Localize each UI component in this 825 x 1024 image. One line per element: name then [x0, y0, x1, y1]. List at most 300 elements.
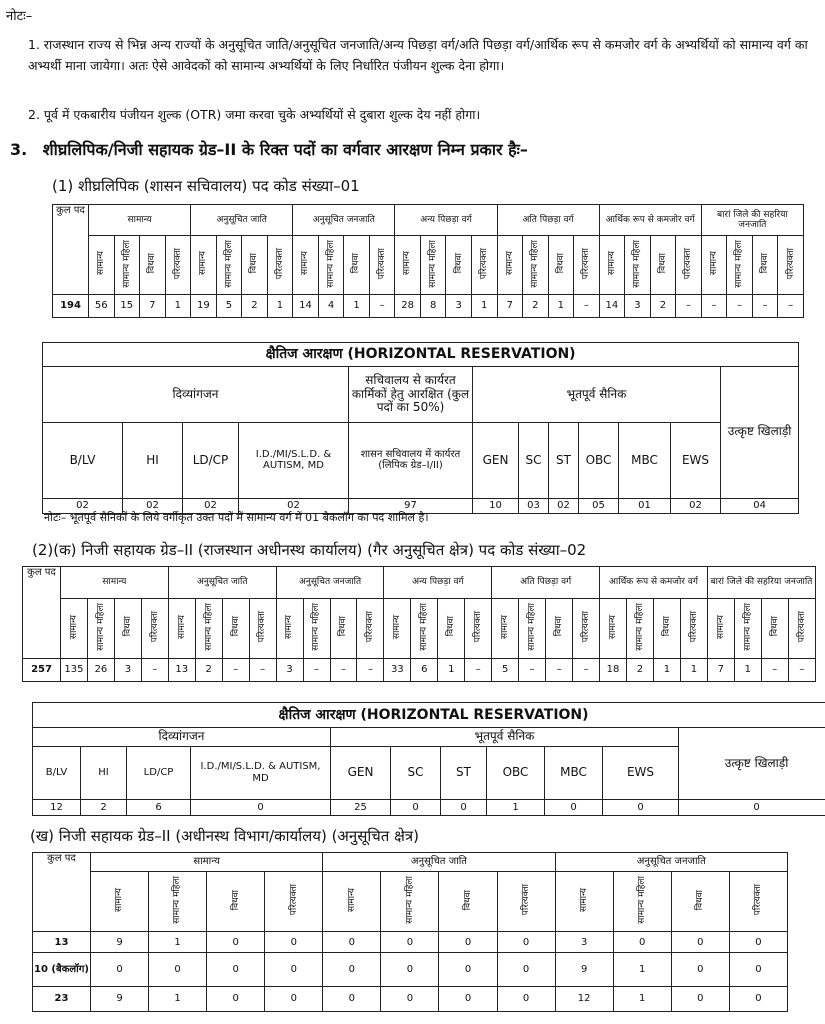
part1-subcat-2-0: [293, 236, 319, 295]
divyang-header-2: दिव्यांगजन: [33, 728, 331, 746]
part2b-value-cell: 1: [613, 986, 671, 1011]
part2a-subcat-label: सामान्य महिला: [634, 602, 645, 651]
part2a-subcat-6-1: [734, 598, 761, 658]
part1-category-table: [52, 204, 804, 318]
part2a-subcat-label: सामान्य: [284, 614, 295, 639]
part2a-subcat-5-2: [653, 598, 680, 658]
part2b-value-cell: 12: [555, 986, 613, 1011]
part2a-category-5: आर्थिक रूप से कमजोर वर्ग: [600, 567, 708, 599]
part1-subcat-3-3: [471, 236, 497, 295]
part2a-subcat-1-1: [195, 598, 222, 658]
part2a-subcat-1-0: [168, 598, 195, 658]
part2b-category-0: सामान्य: [91, 853, 323, 872]
part1-subcat-4-3: [574, 236, 600, 295]
part2a-subcat-label: विधवा: [338, 616, 349, 637]
part1-value-cell: –: [676, 294, 702, 317]
divyang2-col-blv: B/LV: [33, 746, 81, 799]
part2a-subcat-5-3: [680, 598, 707, 658]
part1-value-cell: –: [701, 294, 727, 317]
part2a-subcat-label: परित्यक्ता: [796, 610, 807, 643]
part2a-value-cell: 1: [680, 658, 707, 681]
ex-servicemen-header: भूतपूर्व सैनिक: [473, 366, 721, 422]
part2a-value-cell: –: [519, 658, 546, 681]
part2b-subcat-0-3: [265, 871, 323, 932]
part2a-category-6: बारां जिले की सहरिया जनजाति: [707, 567, 815, 599]
part1-value-cell: 7: [497, 294, 523, 317]
part2a-subcat-label: परित्यक्ता: [365, 610, 376, 643]
part1-value-cell: 1: [267, 294, 293, 317]
part1-subcat-label: परित्यक्ता: [172, 247, 183, 280]
part2a-subcat-label: विधवा: [446, 616, 457, 637]
part2b-value-cell: 0: [613, 932, 671, 953]
part2a-value-cell: 3: [276, 658, 303, 681]
part1-value-cell: 8: [420, 294, 446, 317]
part2b-subcat-label: विधवा: [695, 889, 706, 911]
part2a-subcat-label: सामान्य महिला: [95, 602, 106, 651]
part1-subcat-label: सामान्य महिला: [121, 239, 132, 288]
part2a-category-table: [22, 566, 816, 682]
part2b-value-cell: 1: [149, 932, 207, 953]
part2b-value-cell: 0: [381, 932, 439, 953]
part2b-value-cell: 0: [729, 953, 787, 986]
part2b-category-table: [32, 852, 788, 1012]
part2b-value-cell: 0: [149, 953, 207, 986]
hz2-obc-value: 1: [487, 799, 545, 815]
part2b-value-cell: 0: [381, 953, 439, 986]
part2a-subcat-label: सामान्य महिला: [311, 602, 322, 651]
part1-subcat-label: सामान्य: [504, 251, 515, 276]
part1-total-value: 194: [53, 294, 89, 317]
part1-category-2: अनुसूचित जनजाति: [293, 205, 395, 236]
part1-subcat-label: विधवा: [453, 253, 464, 274]
part2b-value-cell: 1: [613, 953, 671, 986]
part2b-subcat-1-2: [439, 871, 497, 932]
part2a-value-cell: 13: [168, 658, 195, 681]
part1-subcat-label: सामान्य: [300, 251, 311, 276]
hz1-mbc-value: 01: [619, 498, 671, 513]
part1-value-cell: 14: [599, 294, 625, 317]
part1-value-cell: 1: [471, 294, 497, 317]
part2a-subcat-1-2: [222, 598, 249, 658]
part2a-subcat-2-2: [330, 598, 357, 658]
part2a-category-0: सामान्य: [61, 567, 169, 599]
part1-category-6: बारां जिले की सहरिया जनजाति: [701, 205, 803, 236]
part1-subcat-label: परित्यक्ता: [479, 247, 490, 280]
part2a-subcat-label: परित्यक्ता: [580, 610, 591, 643]
part2b-value-cell: 0: [729, 932, 787, 953]
part1-subcat-label: सामान्य: [96, 251, 107, 276]
part1-value-cell: 3: [625, 294, 651, 317]
part2a-value-cell: –: [465, 658, 492, 681]
hz2-id-value: 0: [191, 799, 331, 815]
part2a-subcat-label: सामान्य: [68, 614, 79, 639]
note-2-number: 2.: [28, 107, 40, 122]
part2b-value-cell: 0: [323, 953, 381, 986]
hz2-mbc-value: 0: [545, 799, 603, 815]
horizontal-reservation-title-2: क्षैतिज आरक्षण (HORIZONTAL RESERVATION): [33, 703, 825, 728]
divyang2-col-ldcp: LD/CP: [127, 746, 191, 799]
part1-value-cell: 5: [216, 294, 242, 317]
part2a-subcat-label: परित्यक्ता: [473, 610, 484, 643]
part2a-value-cell: 5: [492, 658, 519, 681]
part2b-subcat-1-1: [381, 871, 439, 932]
part1-value-cell: 1: [548, 294, 574, 317]
part2b-value-cell: 0: [323, 986, 381, 1011]
ex2-col-ews: EWS: [603, 746, 679, 799]
part2b-value-cell: 0: [671, 986, 729, 1011]
note-heading: नोटः–: [6, 9, 33, 24]
ex-col-gen: GEN: [473, 423, 519, 499]
note-1-number: 1.: [28, 37, 40, 52]
part2b-value-cell: 0: [207, 932, 265, 953]
part2b-subcat-label: सामान्य: [114, 887, 125, 912]
sportsperson-header: उत्कृष्ट खिलाड़ी: [721, 366, 799, 498]
part2a-value-cell: 2: [195, 658, 222, 681]
part1-value-cell: 28: [395, 294, 421, 317]
part2a-value-cell: –: [222, 658, 249, 681]
part1-value-cell: 19: [191, 294, 217, 317]
part2a-value-cell: –: [357, 658, 384, 681]
part1-value-cell: –: [574, 294, 600, 317]
divyang-col-id: I.D./MI/S.L.D. & AUTISM, MD: [239, 423, 349, 499]
part2a-subcat-3-2: [438, 598, 465, 658]
part1-value-cell: 3: [446, 294, 472, 317]
hz1-secretariat-value: 97: [349, 498, 473, 513]
part2b-value-cell: 0: [381, 986, 439, 1011]
part1-subcat-label: विधवा: [555, 253, 566, 274]
divyang-col-ldcp: LD/CP: [183, 423, 239, 499]
part1-subcat-label: सामान्य महिला: [530, 239, 541, 288]
part1-category-5: आर्थिक रूप से कमजोर वर्ग: [599, 205, 701, 236]
part2a-subcat-label: सामान्य: [607, 614, 618, 639]
section-3-heading: [10, 138, 528, 160]
part1-subcat-0-1: [114, 236, 140, 295]
part2a-subcat-label: विधवा: [553, 616, 564, 637]
part1-category-1: अनुसूचित जाति: [191, 205, 293, 236]
hz2-st-value: 0: [441, 799, 487, 815]
part1-subcat-2-2: [344, 236, 370, 295]
part1-subcat-label: सामान्य: [402, 251, 413, 276]
part2b-subcat-0-0: [91, 871, 149, 932]
part2b-value-cell: 0: [671, 953, 729, 986]
part1-subcat-0-2: [140, 236, 166, 295]
hz1-sports-value: 04: [721, 498, 799, 513]
part1-value-cell: 7: [140, 294, 166, 317]
part1-subcat-0-3: [165, 236, 191, 295]
sportsperson-header-2: उत्कृष्ट खिलाड़ी: [679, 728, 825, 799]
part2a-subcat-3-1: [411, 598, 438, 658]
part2a-subcat-label: विधवा: [769, 616, 780, 637]
divyang2-col-id: I.D./MI/S.L.D. & AUTISM, MD: [191, 746, 331, 799]
hz1-ldcp-value: 02: [183, 498, 239, 513]
part1-subcat-label: सामान्य महिला: [632, 239, 643, 288]
hz2-sports-value: 0: [679, 799, 825, 815]
part1-subcat-5-3: [676, 236, 702, 295]
secretariat-sub-header: शासन सचिवालय में कार्यरत (लिपिक ग्रेड–I/II): [349, 423, 473, 499]
part2b-value-cell: 0: [497, 986, 555, 1011]
part2b-value-cell: 0: [265, 953, 323, 986]
ex2-col-obc: OBC: [487, 746, 545, 799]
part2a-category-3: अन्य पिछड़ा वर्ग: [384, 567, 492, 599]
part1-subcat-label: परित्यक्ता: [581, 247, 592, 280]
part1-subcat-3-1: [420, 236, 446, 295]
ex2-col-mbc: MBC: [545, 746, 603, 799]
part2a-subcat-4-1: [519, 598, 546, 658]
part1-subcat-label: सामान्य: [708, 251, 719, 276]
part2a-value-cell: –: [761, 658, 788, 681]
part2b-value-cell: 0: [207, 986, 265, 1011]
part1-subcat-1-2: [242, 236, 268, 295]
hz1-blv-value: 02: [43, 498, 123, 513]
ex-col-st: ST: [549, 423, 579, 499]
part1-subcat-1-1: [216, 236, 242, 295]
part2b-value-cell: 0: [497, 932, 555, 953]
part1-subcat-label: विधवा: [759, 253, 770, 274]
hz2-blv-value: 12: [33, 799, 81, 815]
part1-category-4: अति पिछड़ा वर्ग: [497, 205, 599, 236]
part2a-category-1: अनुसूचित जाति: [168, 567, 276, 599]
part2a-total-label: कुल पद: [23, 567, 61, 659]
part2b-value-cell: 0: [439, 953, 497, 986]
part1-category-3: अन्य पिछड़ा वर्ग: [395, 205, 497, 236]
hz1-hi-value: 02: [123, 498, 183, 513]
ex2-col-sc: SC: [391, 746, 441, 799]
hz1-st-value: 02: [549, 498, 579, 513]
part1-value-cell: –: [369, 294, 395, 317]
part2a-subcat-label: सामान्य: [176, 614, 187, 639]
part1-subcat-6-1: [727, 236, 753, 295]
note-2: [28, 104, 818, 125]
part1-subcat-4-1: [523, 236, 549, 295]
part2b-subcat-2-3: [729, 871, 787, 932]
part2a-subcat-6-0: [707, 598, 734, 658]
part2a-subcat-2-3: [357, 598, 384, 658]
part2a-value-cell: –: [573, 658, 600, 681]
part2b-value-cell: 0: [729, 986, 787, 1011]
part2b-total-label: कुल पद: [33, 853, 91, 932]
divyang-col-hi: HI: [123, 423, 183, 499]
part2b-subcat-label: सामान्य महिला: [172, 876, 183, 924]
part2a-value-cell: –: [330, 658, 357, 681]
part1-subcat-3-2: [446, 236, 472, 295]
part1-category-0: सामान्य: [89, 205, 191, 236]
part2a-subcat-0-2: [114, 598, 141, 658]
note-1: [28, 34, 818, 76]
part2b-value-cell: 0: [671, 932, 729, 953]
part2a-total-value: 257: [23, 658, 61, 681]
part2b-row: [33, 953, 788, 986]
part2b-value-cell: 0: [91, 953, 149, 986]
part2b-subcat-label: परित्यक्ता: [288, 884, 299, 916]
part1-value-cell: 15: [114, 294, 140, 317]
part1-subcat-0-0: [89, 236, 115, 295]
ex-col-mbc: MBC: [619, 423, 671, 499]
part2a-subcat-label: सामान्य महिला: [742, 602, 753, 651]
part1-value-cell: 4: [318, 294, 344, 317]
hz2-sc-value: 0: [391, 799, 441, 815]
part2a-subcat-label: सामान्य महिला: [203, 602, 214, 651]
part2b-subcat-2-0: [555, 871, 613, 932]
part2a-value-cell: 33: [384, 658, 411, 681]
ex-col-sc: SC: [519, 423, 549, 499]
ex-servicemen-header-2: भूतपूर्व सैनिक: [331, 728, 679, 746]
part1-subcat-label: सामान्य: [606, 251, 617, 276]
part2a-value-cell: 1: [734, 658, 761, 681]
part1-subcat-5-0: [599, 236, 625, 295]
part1-subcat-label: परित्यक्ता: [683, 247, 694, 280]
hz1-gen-value: 10: [473, 498, 519, 513]
part2a-subcat-label: विधवा: [661, 616, 672, 637]
part1-subcat-4-2: [548, 236, 574, 295]
part1-subcat-label: विधवा: [351, 253, 362, 274]
part2b-title: (ख) निजी सहायक ग्रेड–II (अधीनस्थ विभाग/कार्यालय) (अनुसूचित क्षेत्र): [30, 827, 419, 845]
part2a-subcat-label: सामान्य: [392, 614, 403, 639]
part1-subcat-6-0: [701, 236, 727, 295]
part1-subcat-label: सामान्य: [198, 251, 209, 276]
part1-subcat-label: विधवा: [147, 253, 158, 274]
part1-total-label: कुल पद: [53, 205, 89, 295]
part1-value-cell: –: [778, 294, 804, 317]
part1-value-cell: 14: [293, 294, 319, 317]
part2a-value-cell: 7: [707, 658, 734, 681]
part2b-subcat-label: विधवा: [462, 889, 473, 911]
part2b-row-total: 10 (बैकलॉग): [33, 953, 91, 986]
hz1-obc-value: 05: [579, 498, 619, 513]
part2b-value-cell: 1: [149, 986, 207, 1011]
part1-subcat-1-3: [267, 236, 293, 295]
part1-subcat-label: परित्यक्ता: [376, 247, 387, 280]
note-1-text: राजस्थान राज्य से भिन्न अन्य राज्यों के अनुसूचित जाति/अनुसूचित जनजाति/अन्य पिछड़ा वर्ग/अति पिछड़ा वर्ग/आर्थिक रूप से कमजोर वर्ग के अभ्यर्थियों को सामान्य वर्ग का अभ्यर्थी माना जायेगा। अतः ऐसे आवेदकों को सामान्य अभ्यर्थियों के लिए निर्धारित पंजीयन शुल्क देना होगा।: [28, 37, 808, 73]
part2b-value-cell: 0: [439, 932, 497, 953]
ex2-col-st: ST: [441, 746, 487, 799]
part2b-subcat-2-2: [671, 871, 729, 932]
part2b-subcat-2-1: [613, 871, 671, 932]
hz1-ews-value: 02: [671, 498, 721, 513]
part2a-horizontal-table: [32, 702, 825, 816]
hz2-ews-value: 0: [603, 799, 679, 815]
part2a-value-cell: –: [546, 658, 573, 681]
part1-subcat-5-2: [650, 236, 676, 295]
part1-subcat-4-0: [497, 236, 523, 295]
part2a-subcat-4-3: [573, 598, 600, 658]
horizontal-reservation-title: क्षैतिज आरक्षण (HORIZONTAL RESERVATION): [43, 343, 799, 367]
part2a-subcat-4-0: [492, 598, 519, 658]
part2a-subcat-label: परित्यक्ता: [149, 610, 160, 643]
part1-title: (1) शीघ्रलिपिक (शासन सचिवालय) पद कोड संख्या–01: [52, 177, 360, 195]
part2b-subcat-label: सामान्य महिला: [404, 876, 415, 924]
part1-footnote: नोटः– भूतपूर्व सैनिकों के लिये वर्गीकृत उक्त पदों में सामान्य वर्ग में 01 बैकलॉग का पद शामिल है।: [44, 511, 429, 524]
part2b-subcat-label: परित्यक्ता: [520, 884, 531, 916]
part2b-value-cell: 0: [497, 953, 555, 986]
part2b-subcat-label: परित्यक्ता: [753, 884, 764, 916]
part2a-subcat-0-1: [87, 598, 114, 658]
part2a-category-2: अनुसूचित जनजाति: [276, 567, 384, 599]
part2b-value-cell: 0: [265, 932, 323, 953]
divyang-header: दिव्यांगजन: [43, 366, 349, 422]
part2a-value-cell: –: [788, 658, 815, 681]
part2a-value-cell: 135: [61, 658, 88, 681]
part2a-subcat-label: विधवा: [122, 616, 133, 637]
part2a-value-cell: 26: [87, 658, 114, 681]
part2a-subcat-label: सामान्य महिला: [527, 602, 537, 651]
part1-value-cell: 1: [165, 294, 191, 317]
part2a-value-cell: –: [303, 658, 330, 681]
part2a-subcat-2-0: [276, 598, 303, 658]
section-3-number: 3.: [10, 140, 28, 159]
part2b-value-cell: 0: [265, 986, 323, 1011]
part1-value-cell: 2: [650, 294, 676, 317]
ex-col-ews: EWS: [671, 423, 721, 499]
part2a-category-4: अति पिछड़ा वर्ग: [492, 567, 600, 599]
part1-subcat-6-2: [752, 236, 778, 295]
part1-value-cell: 56: [89, 294, 115, 317]
part1-subcat-5-1: [625, 236, 651, 295]
part1-horizontal-table: [42, 342, 799, 514]
part2b-category-1: अनुसूचित जाति: [323, 853, 555, 872]
part2a-subcat-6-2: [761, 598, 788, 658]
part1-subcat-label: सामान्य महिला: [734, 239, 745, 288]
part2a-value-cell: 18: [600, 658, 627, 681]
part2a-subcat-2-1: [303, 598, 330, 658]
hz2-ldcp-value: 6: [127, 799, 191, 815]
part2a-subcat-3-3: [465, 598, 492, 658]
part2a-value-cell: 2: [627, 658, 654, 681]
ex-col-obc: OBC: [579, 423, 619, 499]
hz1-id-value: 02: [239, 498, 349, 513]
part2b-subcat-label: विधवा: [230, 889, 241, 911]
secretariat-header: सचिवालय से कार्यरत कार्मिकों हेतु आरक्षित (कुल पदों का 50%): [349, 366, 473, 422]
part2b-row-total: 13: [33, 932, 91, 953]
part2a-value-cell: –: [249, 658, 276, 681]
part2a-subcat-label: परित्यक्ता: [688, 610, 699, 643]
part2a-subcat-5-1: [627, 598, 654, 658]
part2a-subcat-0-0: [61, 598, 88, 658]
part1-value-cell: 2: [523, 294, 549, 317]
part2a-subcat-6-3: [788, 598, 815, 658]
part1-value-cell: 1: [344, 294, 370, 317]
part2a-value-cell: 6: [411, 658, 438, 681]
part2b-value-cell: 0: [323, 932, 381, 953]
part2b-subcat-label: सामान्य महिला: [637, 876, 648, 924]
part1-subcat-label: सामान्य महिला: [325, 239, 336, 288]
part1-subcat-label: परित्यक्ता: [785, 247, 796, 280]
part2b-subcat-0-1: [149, 871, 207, 932]
part2b-subcat-0-2: [207, 871, 265, 932]
part2a-value-cell: 3: [114, 658, 141, 681]
part1-subcat-label: सामान्य महिला: [428, 239, 438, 288]
divyang2-col-hi: HI: [81, 746, 127, 799]
hz2-gen-value: 25: [331, 799, 391, 815]
part2a-subcat-label: सामान्य: [500, 614, 511, 639]
hz2-hi-value: 2: [81, 799, 127, 815]
part1-value-cell: 2: [242, 294, 268, 317]
part1-subcat-2-3: [369, 236, 395, 295]
divyang-col-blv: B/LV: [43, 423, 123, 499]
hz1-sc-value: 03: [519, 498, 549, 513]
part2b-value-cell: 3: [555, 932, 613, 953]
part1-subcat-label: विधवा: [249, 253, 260, 274]
part2b-row-total: 23: [33, 986, 91, 1011]
part2b-subcat-label: सामान्य: [578, 887, 589, 912]
part2a-subcat-3-0: [384, 598, 411, 658]
part1-subcat-label: विधवा: [657, 253, 668, 274]
part2a-subcat-4-2: [546, 598, 573, 658]
part2a-subcat-label: सामान्य: [715, 614, 726, 639]
ex2-col-gen: GEN: [331, 746, 391, 799]
part2b-subcat-label: सामान्य: [346, 887, 357, 912]
part2a-title: (2)(क) निजी सहायक ग्रेड–II (राजस्थान अधीनस्थ कार्यालय) (गैर अनुसूचित क्षेत्र) पद कोड संख्या–02: [32, 541, 587, 559]
part2b-value-cell: 9: [91, 932, 149, 953]
